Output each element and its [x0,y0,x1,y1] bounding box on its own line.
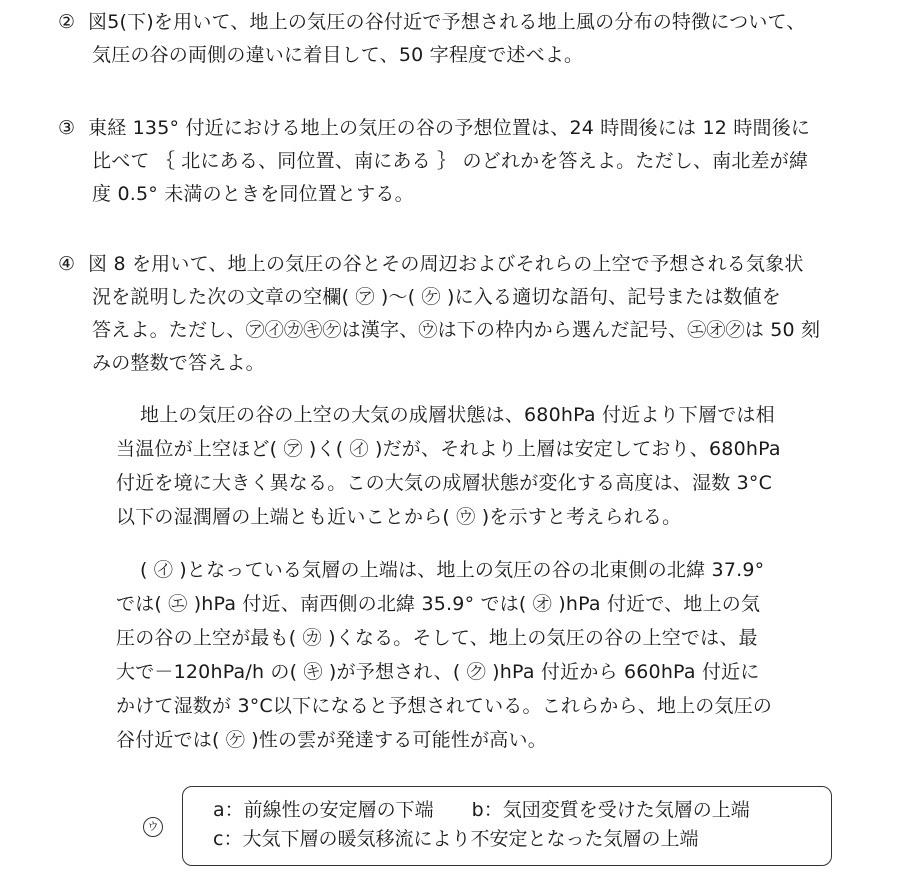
question-2 [58,6,806,72]
question-text-line: 気圧の谷の両側の違いに着目して、50 字程度で述べよ。 [92,44,584,66]
passage-line: 地上の気圧の谷の上空の大気の成層状態は、680hPa 付近より下層では相 [140,404,775,426]
question-text-line: 東経 135° 付近における地上の気圧の谷の予想位置は、24 時間後には 12 時間後に [88,117,811,139]
question-text-line: 図 8 を用いて、地上の気圧の谷とその周辺およびそれらの上空で予想される気象状 [88,253,804,275]
passage-paragraph-2 [116,553,772,757]
passage-line: 大で－120hPa/h の( ㋖ )が予想され、( ㋗ )hPa 付近から 660hPa 付近に [116,661,760,683]
passage-line: 付近を境に大きく異なる。この大気の成層状態が変化する高度は、湿数 3°C [116,472,773,494]
question-number: ④ [58,253,76,275]
passage-paragraph-1 [116,398,781,534]
question-text-line: 答えよ。ただし、㋐㋑㋕㋖㋘は漢字、㋒は下の枠内から選んだ記号、㋓㋔㋗は 50 刻 [92,319,821,341]
passage-line: 当温位が上空ほど( ㋐ )く( ㋑ )だが、それより上層は安定しており、680hPa [116,438,781,460]
choice-label-circled: ウ [143,817,163,837]
passage-line: ( ㋑ )となっている気層の上端は、地上の気圧の谷の北東側の北緯 37.9° [140,559,765,581]
question-3 [58,112,810,211]
question-number: ② [58,11,76,33]
passage-line: 谷付近では( ㋘ )性の雲が発達する可能性が高い。 [116,729,547,751]
choice-line-ab: a：前線性の安定層の下端 b：気団変質を受けた気層の上端 [213,799,750,821]
passage-line: 圧の谷の上空が最も( ㋕ )くなる。そして、地上の気圧の谷の上空では、最 [116,627,758,649]
passage-line: では( ㋓ )hPa 付近、南西側の北緯 35.9° では( ㋔ )hPa 付近で、地上の気 [116,593,761,615]
question-4 [58,248,820,380]
question-text-line: 況を説明した次の文章の空欄( ㋐ )〜( ㋘ )に入る適切な語句、記号または数値を [92,286,782,308]
choice-line-c: c：大気下層の暖気移流により不安定となった気層の上端 [213,828,699,850]
choices-box [182,786,832,866]
question-text-line: 比べて ｛ 北にある、同位置、南にある ｝ のどれかを答えよ。ただし、南北差が緯 [92,150,809,172]
passage-line: 以下の湿潤層の上端とも近いことから( ㋒ )を示すと考えられる。 [116,506,682,528]
question-text-line: 度 0.5° 未満のときを同位置とする。 [92,183,414,205]
question-text-line: 図5(下)を用いて、地上の気圧の谷付近で予想される地上風の分布の特徴について、 [88,11,806,33]
passage-line: かけて湿数が 3°C以下になると予想されている。これらから、地上の気圧の [116,695,773,717]
question-text-line: みの整数で答えよ。 [92,352,265,374]
question-number: ③ [58,117,76,139]
